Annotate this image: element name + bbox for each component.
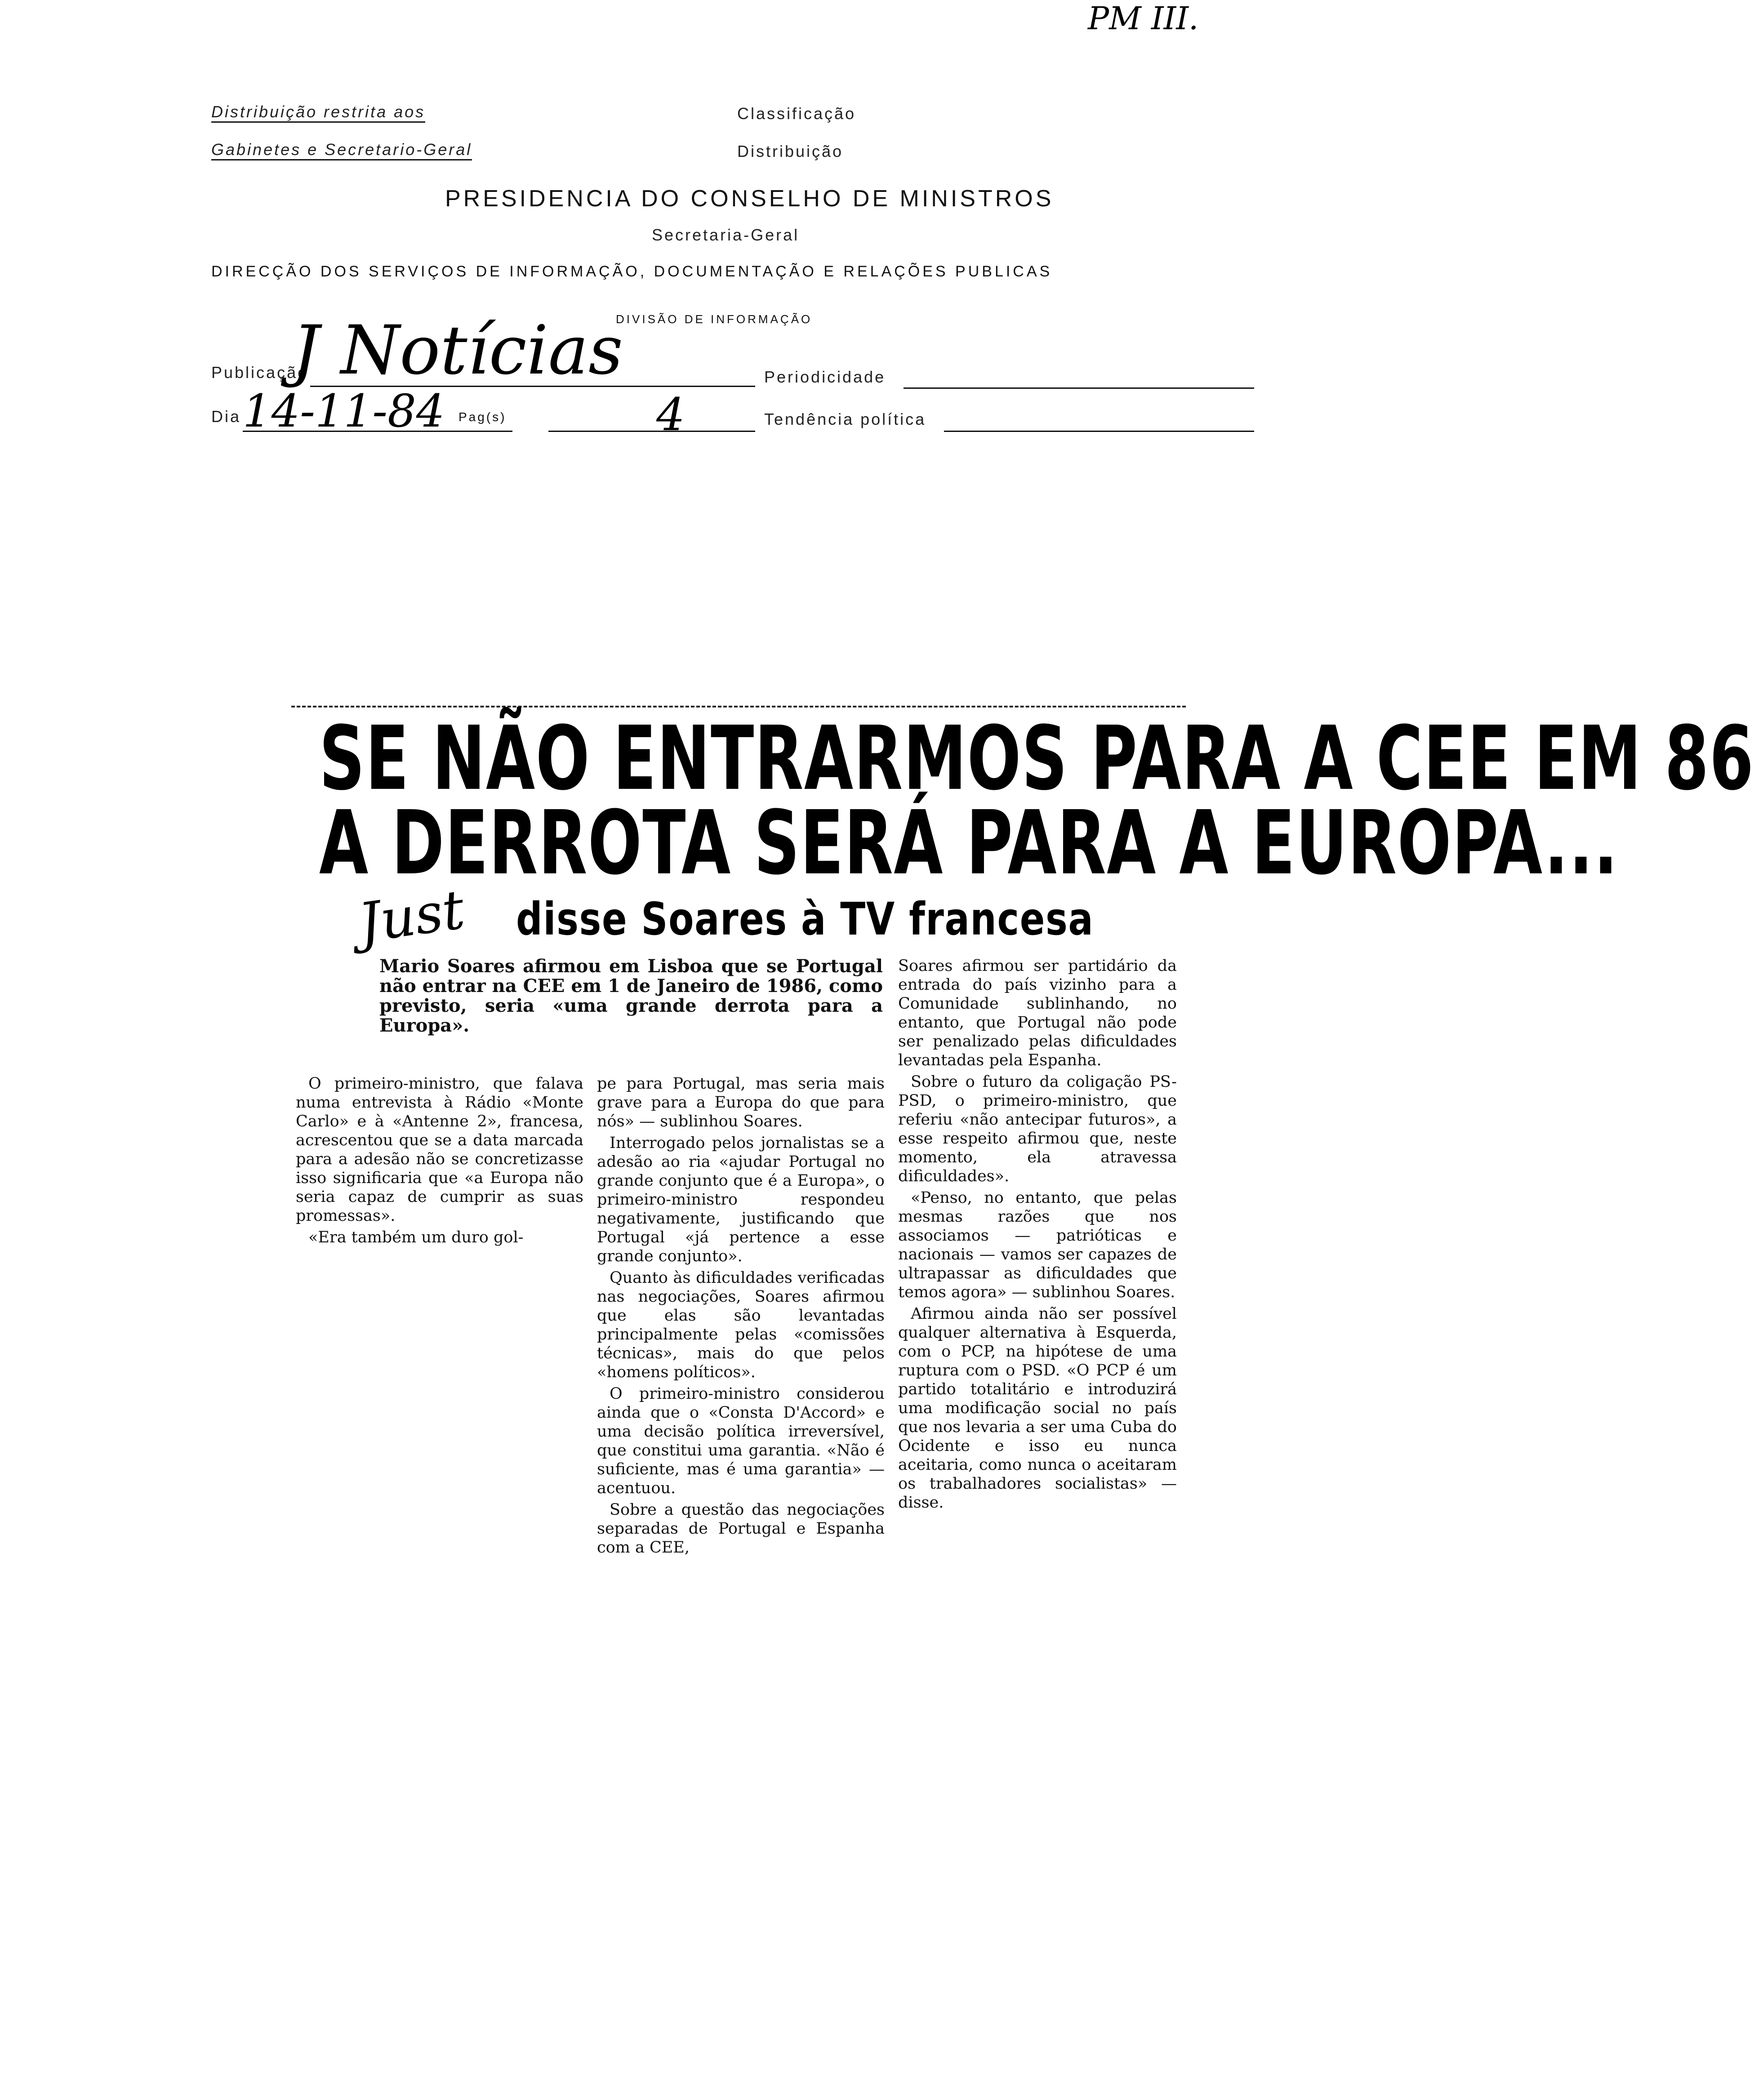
pag-handwritten-value: 4: [656, 388, 685, 441]
distribution-line-1: Distribuição restrita aos: [211, 102, 425, 123]
tendencia-underline: [944, 431, 1254, 432]
direccao-servicos: DIRECÇÃO DOS SERVIÇOS DE INFORMAÇÃO, DOCUMENTAÇÃO E RELAÇÕES PUBLICAS: [211, 263, 1053, 280]
tendencia-label: Tendência política: [764, 410, 926, 428]
headline-subtitle: disse Soares à TV francesa: [516, 893, 1094, 945]
headline-line-1: SE NÃO ENTRARMOS PARA A CEE EM 86: [319, 707, 1754, 810]
col1-paragraph-1: O primeiro-ministro, que falava numa entrevista à Rádio «Monte Carlo» e à «Antenne 2», francesa, acrescentou que se a data marcada para a adesão não se concretizasse isso significaria que «a Europa não seria capaz de cumprir as suas promessas».: [296, 1075, 583, 1225]
col2-paragraph-1: Interrogado pelos jornalistas se a adesão ao ria «ajudar Portugal no grande conjunto que é a Europa», o primeiro-ministro respondeu negativamente, justificando que Portugal «já pertence a esse grande conjunto».: [597, 1134, 885, 1265]
divisao-informacao: DIVISÃO DE INFORMAÇÃO: [616, 312, 813, 326]
dia-handwritten-value: 14-11-84: [243, 385, 445, 437]
institution-title: PRESIDENCIA DO CONSELHO DE MINISTROS: [445, 186, 1054, 212]
col3-continuation: Soares afirmou ser partidário da entrada do país vizinho para a Comunidade sublinhando, no entanto, que Portugal não pode ser penalizado pelas dificuldades levantadas pela Espanha.: [898, 957, 1177, 1069]
handwritten-annotation: Just: [355, 878, 468, 955]
col2-paragraph-2: Quanto às dificuldades verificadas nas negociações, Soares afirmou que elas são levantadas principalmente pelas «comissões técnicas», mais do que pelos «homens políticos».: [597, 1269, 885, 1381]
article-column-1: [296, 1074, 583, 1250]
periodicidade-label: Periodicidade: [764, 368, 886, 386]
newspaper-clipping: [291, 697, 1754, 1557]
col2-paragraph-3: O primeiro-ministro considerou ainda que o «Consta D'Accord» e uma decisão política irreversível, que constitui uma garantia. «Não é suficiente, mas é uma garantia» — acentuou.: [597, 1385, 885, 1497]
periodicidade-underline: [904, 387, 1254, 389]
col3-paragraph-3: Afirmou ainda não ser possível qualquer alternativa à Esquerda, com o PCP, na hipótese de uma ruptura com o PSD. «O PCP é um partido totalitário e introduzirá uma modificação social no país que nos levaria a ser uma Cuba do Ocidente e isso eu nunca aceitaria, como nunca o aceitaram os trabalhadores socialistas» — disse.: [898, 1305, 1177, 1512]
classificacao-label: Classificação: [737, 104, 856, 123]
dia-underline: [243, 431, 512, 432]
secretaria-geral: Secretaria-Geral: [652, 226, 800, 244]
distribution-line-2: Gabinetes e Secretario-Geral: [211, 140, 472, 160]
distribuicao-label: Distribuição: [737, 142, 844, 160]
headline-line-2: A DERROTA SERÁ PARA A EUROPA...: [319, 792, 1619, 894]
col3-paragraph-1: Sobre o futuro da coligação PS-PSD, o primeiro-ministro, que referiu «não antecipar futuros», a esse respeito afirmou que, neste momento, ela atravessa dificuldades».: [898, 1073, 1177, 1185]
article-column-3: [898, 957, 1177, 1515]
col1-paragraph-2: «Era também um duro gol-: [308, 1228, 524, 1246]
col3-paragraph-2: «Penso, no entanto, que pelas mesmas razões que nos associamos — patrióticas e nacionais — vamos ser capazes de ultrapassar as dificuldades que temos agora» — sublinhou Soares.: [898, 1189, 1177, 1301]
col2-continuation: pe para Portugal, mas seria mais grave para a Europa do que para nós» — sublinhou Soares.: [597, 1075, 885, 1130]
col2-paragraph-4: Sobre a questão das negociações separadas de Portugal e Espanha com a CEE,: [597, 1501, 885, 1557]
dia-label: Dia: [211, 407, 241, 426]
pag-underline: [548, 431, 755, 432]
lead-paragraph: Mario Soares afirmou em Lisboa que se Portugal não entrar na CEE em 1 de Janeiro de 1986, como previsto, seria «uma grande derrota para a Europa».: [379, 956, 883, 1036]
article-column-2: [597, 1074, 885, 1560]
publicacao-label: Publicação: [211, 363, 309, 382]
pag-label: Pag(s): [459, 410, 507, 424]
article-lead: [379, 957, 883, 1038]
publicacao-handwritten-value: J Notícias: [292, 311, 623, 390]
corner-handwritten-marks: PM III.: [1088, 0, 1199, 37]
